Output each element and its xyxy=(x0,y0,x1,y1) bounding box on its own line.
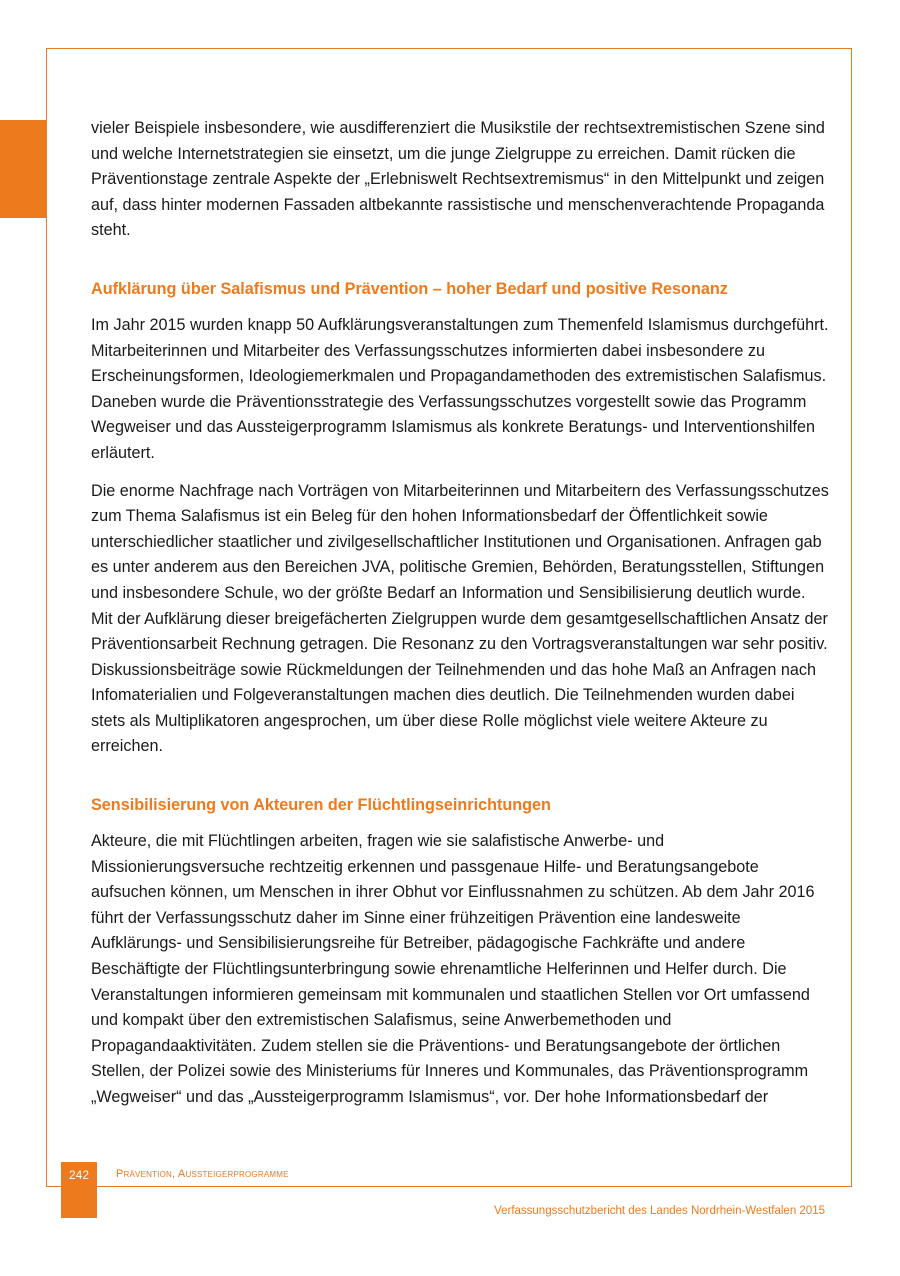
body-paragraph: Akteure, die mit Flüchtlingen arbeiten, fragen wie sie salafistische Anwerbe- und Missionierungsversuche rechtzeitig erkennen und passgenaue Hilfe- und Beratungsangebote aufsuchen können, um Menschen in ihrer Obhut vor Einflussnahmen zu schützen. Ab dem Jahr 2016 führt der Verfassungsschutz daher im Sinne einer frühzeitigen Prävention eine landesweite Aufklärungs- und Sensibilisierungsreihe für Betreiber, pädagogische Fachkräfte und andere Beschäftigte der Flüchtlingsunterbringung sowie ehrenamtliche Helferinnen und Helfer durch. Die Veranstaltungen informieren gemeinsam mit kommunalen und staatlichen Stellen vor Ort umfassend und kompakt über den extremistischen Salafismus, seine Anwerbemethoden und Propagandaaktivitäten. Zudem stellen sie die Präventions- und Beratungsangebote der örtlichen Stellen, der Polizei sowie des Ministeriums für Inneres und Kommunales, das Präventionsprogramm „Wegweiser“ und das „Aussteigerprogramm Islamismus“, vor. Der hohe Informationsbedarf der xyxy=(91,832,815,1106)
publication-footer: Verfassungsschutzbericht des Landes Nordrhein-Westfalen 2015 xyxy=(494,1205,825,1217)
page-content xyxy=(91,116,829,1111)
intro-paragraph: vieler Beispiele insbesondere, wie ausdifferenziert die Musikstile der rechtsextremistischen Szene sind und welche Internetstrategien sie einsetzt, um die junge Zielgruppe zu erreichen. Damit rücken die Präventionstage zentrale Aspekte der „Erlebniswelt Rechtsextremismus“ in den Mittelpunkt und zeigen auf, dass hinter modernen Fassaden altbekannte rassistische und menschenverachtende Propaganda steht. xyxy=(91,119,825,240)
section-heading-salafismus: Aufklärung über Salafismus und Prävention – hoher Bedarf und positive Resonanz xyxy=(91,279,728,298)
running-section-label: Prävention, Aussteigerprogramme xyxy=(116,1168,289,1180)
page-number: 242 xyxy=(68,1168,90,1182)
body-paragraph: Die enorme Nachfrage nach Vorträgen von Mitarbeiterinnen und Mitarbeitern des Verfassungsschutzes zum Thema Salafismus ist ein Beleg für den hohen Informationsbedarf der Öffentlichkeit sowie unterschiedlicher staatlicher und zivilgesellschaftlicher Institutionen und Organisationen. Anfragen gab es unter anderem aus den Bereichen JVA, politische Gremien, Behörden, Beratungsstellen, Stiftungen und insbesondere Schule, wo der größte Bedarf an Information und Sensibilisierung deutlich wurde. Mit der Aufklärung dieser breigefächerten Zielgruppen wurde dem gesamtgesellschaftlichen Ansatz der Präventionsarbeit Rechnung getragen. Die Resonanz zu den Vortragsveranstaltungen war sehr positiv. Diskussionsbeiträge sowie Rückmeldungen der Teilnehmenden und das hohe Maß an Anfragen nach Infomaterialien und Folgeveranstaltungen machen dies deutlich. Die Teilnehmenden wurden dabei stets als Multiplikatoren angesprochen, um über diese Rolle möglichst viele weitere Akteure zu erreichen. xyxy=(91,481,829,756)
section-heading-fluechtlingseinrichtungen: Sensibilisierung von Akteuren der Flüchtlingseinrichtungen xyxy=(91,796,551,815)
body-paragraph: Im Jahr 2015 wurden knapp 50 Aufklärungsveranstaltungen zum Themenfeld Islamismus durchgeführt. Mitarbeiterinnen und Mitarbeiter des Verfassungsschutzes informierten dabei insbesondere zu Erscheinungsformen, Ideologiemerkmalen und Propagandamethoden des extremistischen Salafismus. Daneben wurde die Präventionsstrategie des Verfassungsschutzes vorgestellt sowie das Programm Wegweiser und das Aussteigerprogramm Islamismus als konkrete Beratungs- und Interventionshilfen erläutert. xyxy=(91,315,829,462)
page-number-box xyxy=(61,1162,97,1218)
chapter-tab-marker xyxy=(0,120,46,218)
